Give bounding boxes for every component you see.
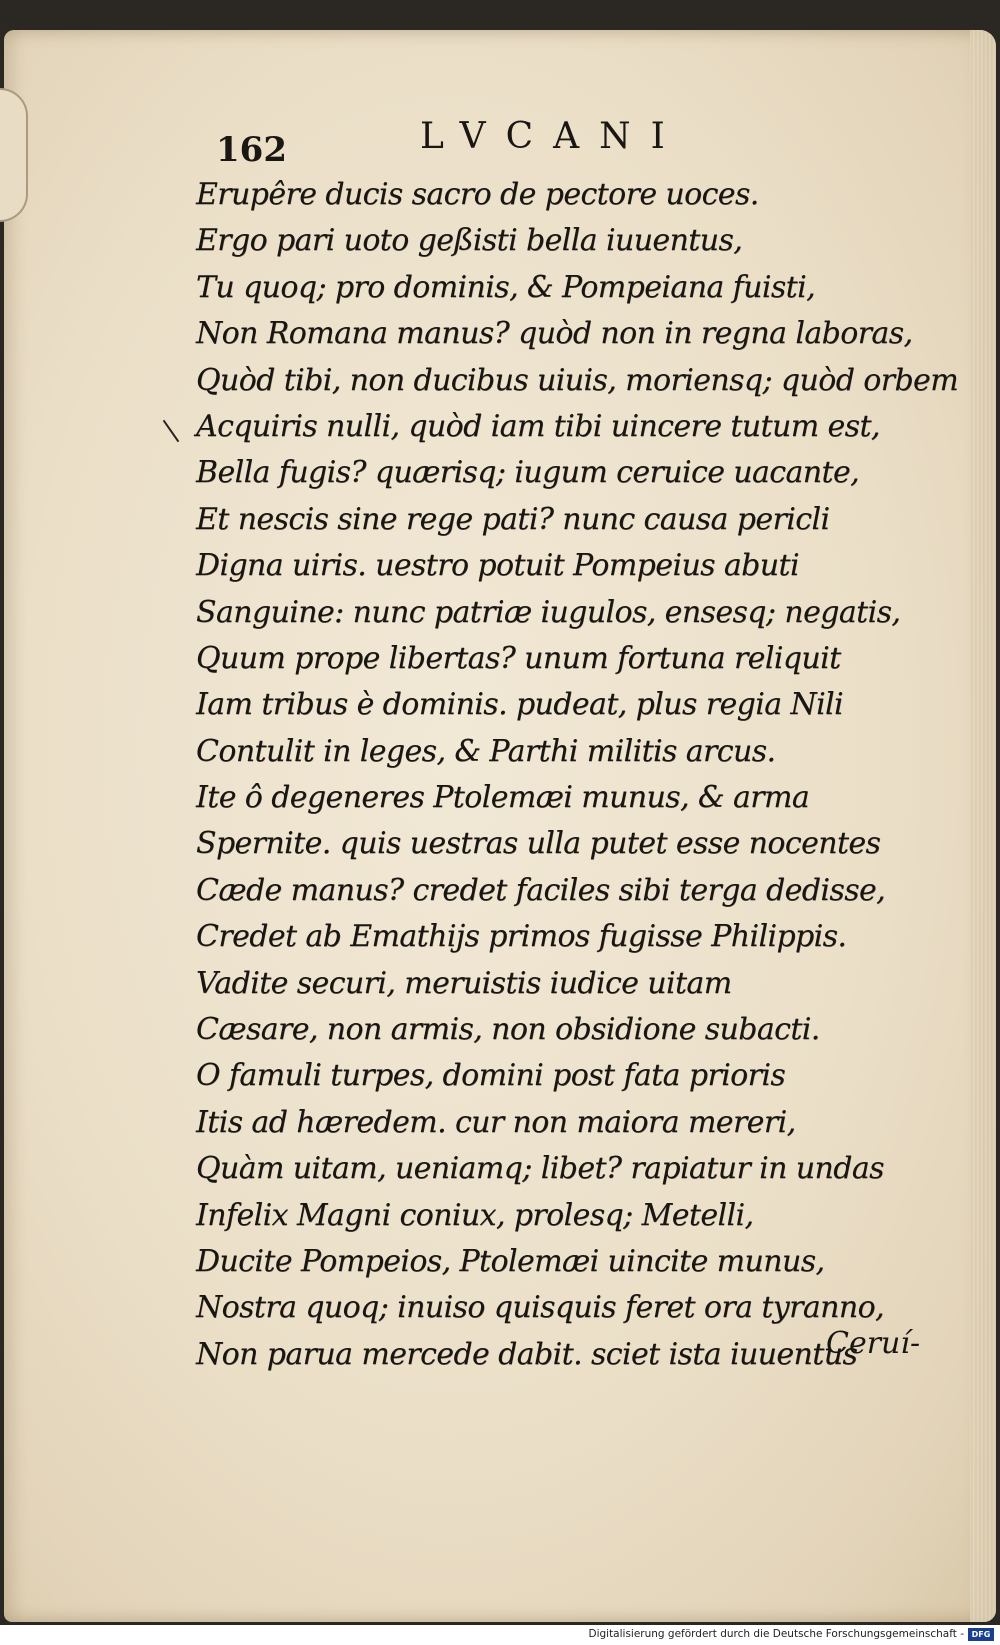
verse-line: Et nescis sine rege pati? nunc causa pericli [196,501,830,537]
digitization-footer [0,1625,1000,1645]
verse-line: Non parua mercede dabit. sciet ista iuuentus [196,1336,858,1372]
verse-line: Quum prope libertas? unum fortuna reliquit [196,640,841,676]
page-edge-shading [970,30,996,1622]
verse-line: Ergo pari uoto geßisti bella iuuentus, [196,223,743,259]
verse-line: Contulit in leges, & Parthi militis arcus. [196,733,776,769]
verse-line: Acquiris nulli, quòd iam tibi uincere tutum est, [196,408,880,444]
verse-block [196,172,959,1378]
page-number: 162 [216,130,287,170]
verse-line: Tu quoq; pro dominis, & Pompeiana fuisti, [196,269,816,305]
verse-line: Non Romana manus? quòd non in regna laboras, [196,316,913,352]
verse-line: Ducite Pompeios, Ptolemæi uincite munus, [196,1243,825,1279]
verse-line: Ite ô degeneres Ptolemæi munus, & arma [196,780,810,816]
verse-line: Itis ad hæredem. cur non maiora mereri, [196,1104,796,1140]
verse-line: Quàm uitam, ueniamq; libet? rapiatur in undas [196,1151,884,1187]
verse-line: Iam tribus è dominis. pudeat, plus regia Nili [196,687,844,723]
dfg-logo: DFG [968,1628,994,1641]
verse-line: Digna uiris. uestro potuit Pompeius abuti [196,548,799,584]
verse-line: Cæsare, non armis, non obsidione subacti. [196,1012,820,1048]
verse-line: Sanguine: nunc patriæ iugulos, ensesq; negatis, [196,594,901,630]
verse-line: Quòd tibi, non ducibus uiuis, moriensq; quòd orbem [196,362,959,398]
verse-line: Spernite. quis uestras ulla putet esse nocentes [196,826,881,862]
running-head: LVCANI [420,116,685,157]
verse-line: Cæde manus? credet faciles sibi terga dedisse, [196,872,886,908]
verse-line: Infelix Magni coniux, prolesq; Metelli, [196,1197,754,1233]
binding-tab-mark [0,88,28,222]
verse-line: Erupêre ducis sacro de pectore uoces. [196,177,759,212]
verse-line: Bella fugis? quærisq; iugum ceruice uacante, [196,455,860,491]
funding-credit: Digitalisierung gefördert durch die Deutsche Forschungsgemeinschaft - [588,1628,964,1640]
catchword: Ceruí- [826,1326,921,1361]
page-header [200,116,700,170]
verse-line: Vadite securi, meruistis iudice uitam [196,965,732,1001]
verse-line: Credet ab Emathijs primos fugisse Philippis. [196,919,847,955]
verse-line: Nostra quoq; inuiso quisquis feret ora tyranno, [196,1290,884,1326]
verse-line: O famuli turpes, domini post fata prioris [196,1058,786,1094]
